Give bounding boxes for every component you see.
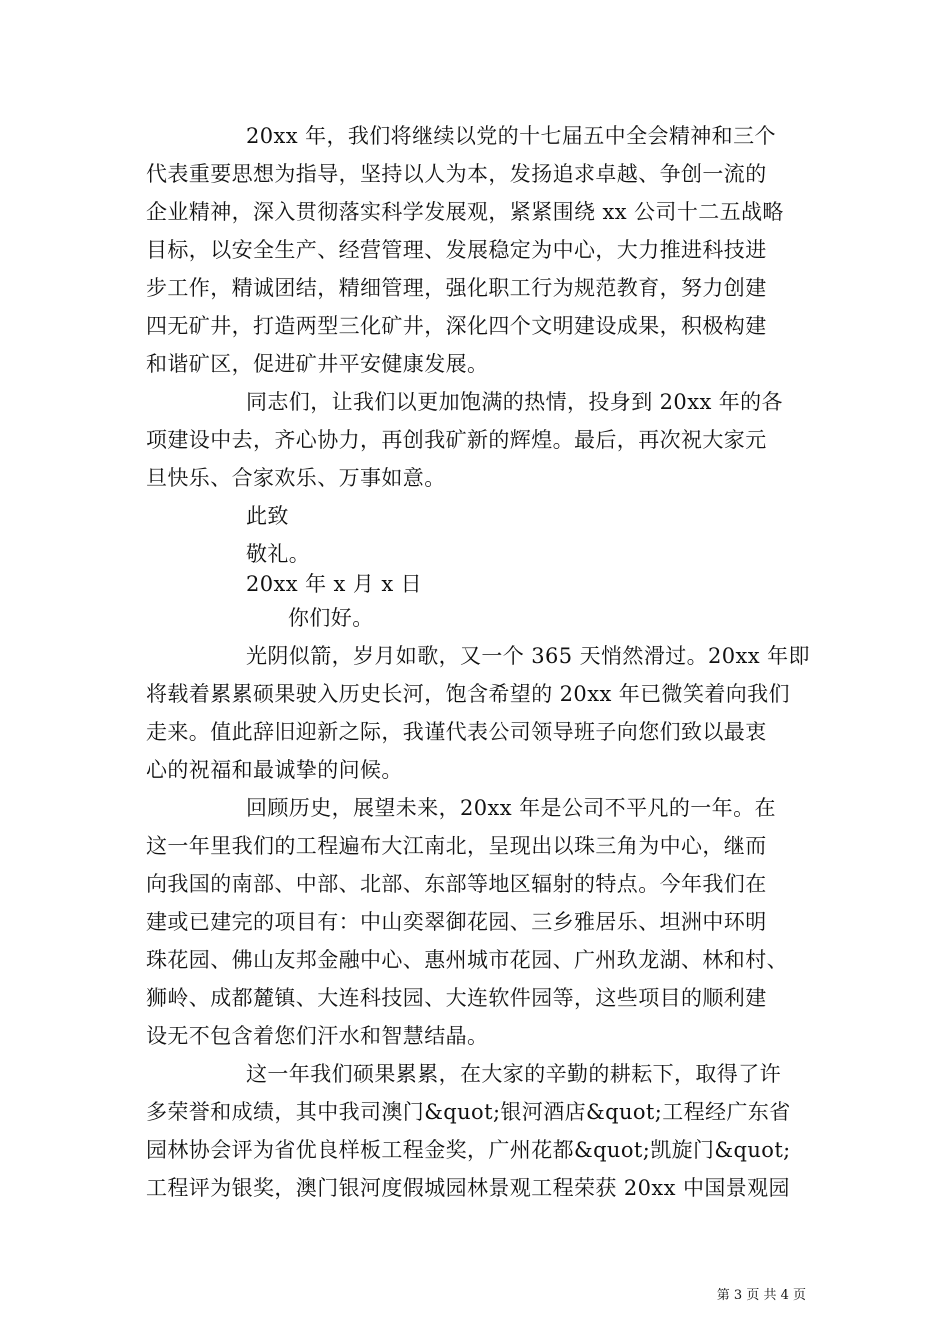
paragraph-line: 目标，以安全生产、经营管理、发展稳定为中心，大力推进科技进	[146, 238, 767, 262]
closing-salute-2: 敬礼。	[246, 542, 311, 566]
paragraph-line: 这一年我们硕果累累，在大家的辛勤的耕耘下，取得了许	[246, 1062, 781, 1086]
paragraph-line: 和谐矿区，促进矿井平安健康发展。	[146, 352, 489, 376]
paragraph-line: 旦快乐、合家欢乐、万事如意。	[146, 466, 446, 490]
closing-date: 20xx 年 x 月 x 日	[246, 572, 423, 596]
paragraph-line: 这一年里我们的工程遍布大江南北，呈现出以珠三角为中心，继而	[146, 834, 767, 858]
paragraph-line: 20xx 年，我们将继续以党的十七届五中全会精神和三个	[246, 124, 776, 148]
paragraph-line: 工程评为银奖，澳门银河度假城园林景观工程荣获 20xx 中国景观园	[146, 1176, 790, 1200]
paragraph-line: 回顾历史，展望未来，20xx 年是公司不平凡的一年。在	[246, 796, 776, 820]
paragraph-line: 走来。值此辞旧迎新之际，我谨代表公司领导班子向您们致以最衷	[146, 720, 767, 744]
paragraph-line: 四无矿井，打造两型三化矿井，深化四个文明建设成果，积极构建	[146, 314, 767, 338]
paragraph-line: 珠花园、佛山友邦金融中心、惠州城市花园、广州玖龙湖、林和村、	[146, 948, 788, 972]
paragraph-line: 同志们，让我们以更加饱满的热情，投身到 20xx 年的各	[246, 390, 783, 414]
closing-salute-1: 此致	[246, 504, 289, 528]
paragraph-line: 设无不包含着您们汗水和智慧结晶。	[146, 1024, 489, 1048]
paragraph-line: 将载着累累硕果驶入历史长河，饱含希望的 20xx 年已微笑着向我们	[146, 682, 790, 706]
paragraph-line: 步工作，精诚团结，精细管理，强化职工行为规范教育，努力创建	[146, 276, 767, 300]
paragraph-line: 企业精神，深入贯彻落实科学发展观，紧紧围绕 xx 公司十二五战略	[146, 200, 784, 224]
page-number: 第 3 页 共 4 页	[716, 1288, 806, 1303]
greeting: 你们好。	[288, 606, 374, 630]
paragraph-line: 园林协会评为省优良样板工程金奖，广州花都&quot;凯旋门&quot;	[146, 1138, 791, 1162]
paragraph-line: 代表重要思想为指导，坚持以人为本，发扬追求卓越、争创一流的	[146, 162, 767, 186]
paragraph-line: 心的祝福和最诚挚的问候。	[146, 758, 403, 782]
paragraph-line: 向我国的南部、中部、北部、东部等地区辐射的特点。今年我们在	[146, 872, 767, 896]
paragraph-line: 多荣誉和成绩，其中我司澳门&quot;银河酒店&quot;工程经广东省	[146, 1100, 791, 1124]
paragraph-line: 狮岭、成都麓镇、大连科技园、大连软件园等，这些项目的顺利建	[146, 986, 767, 1010]
paragraph-line: 建或已建完的项目有：中山奕翠御花园、三乡雅居乐、坦洲中环明	[146, 910, 767, 934]
paragraph-line: 光阴似箭，岁月如歌，又一个 365 天悄然滑过。20xx 年即	[246, 644, 810, 668]
paragraph-line: 项建设中去，齐心协力，再创我矿新的辉煌。最后，再次祝大家元	[146, 428, 767, 452]
